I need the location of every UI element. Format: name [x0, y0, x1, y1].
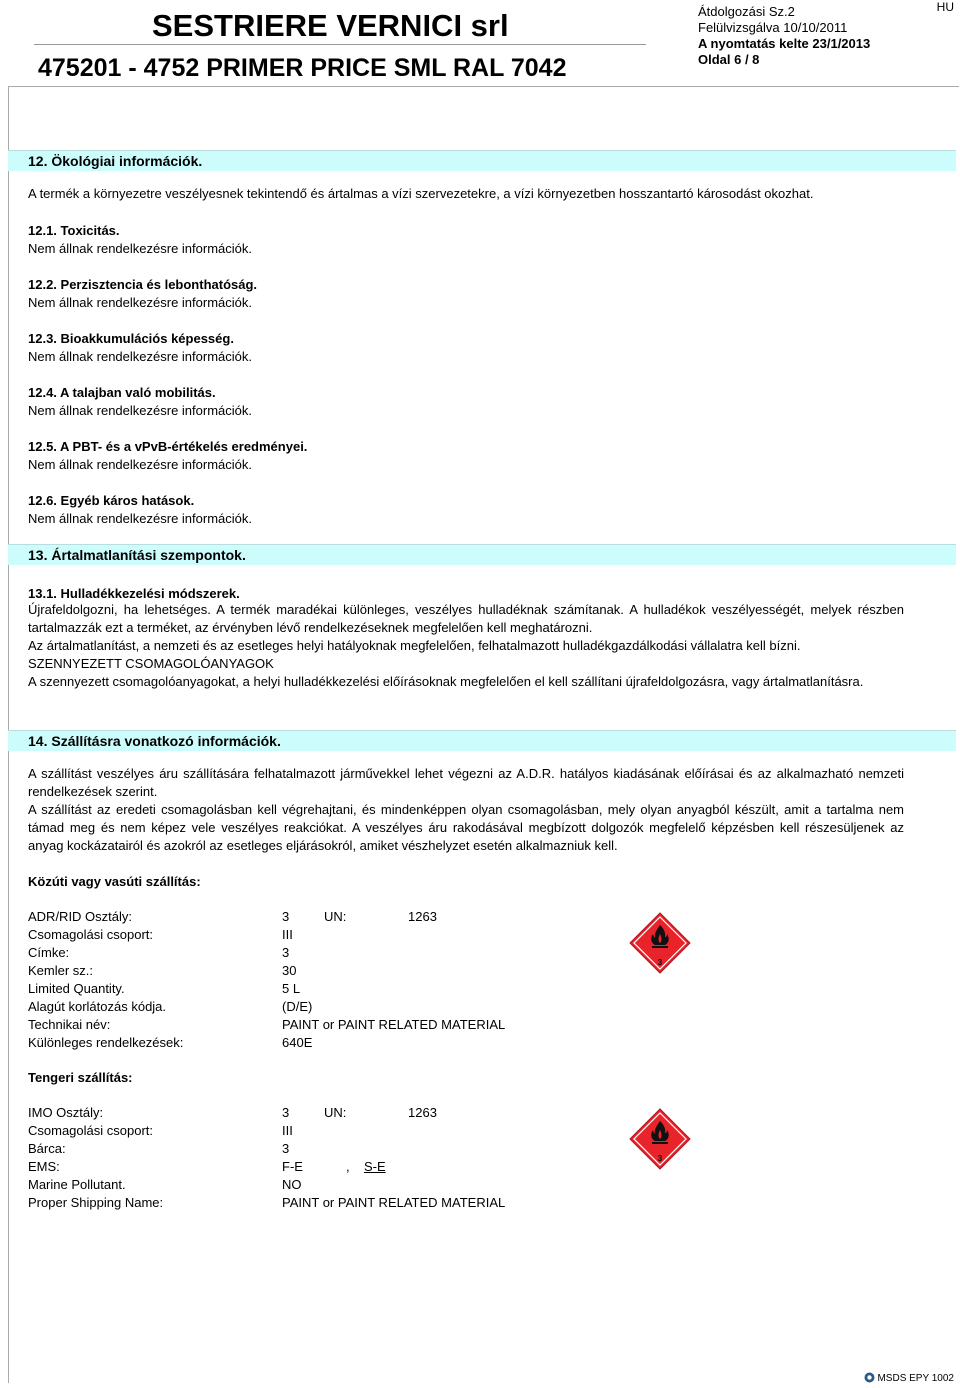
section-13-paragraph: SZENNYEZETT CSOMAGOLÓANYAGOK [28, 656, 274, 671]
review-date: Felülvizsgálva 10/10/2011 [698, 20, 848, 35]
sea-label: Marine Pollutant. [28, 1177, 126, 1192]
road-label: Csomagolási csoport: [28, 927, 153, 942]
subsection-text: Nem állnak rendelkezésre információk. [28, 511, 252, 526]
page-number: Oldal 6 / 8 [698, 52, 760, 67]
footer [864, 1372, 954, 1384]
revision-number: Átdolgozási Sz.2 [698, 4, 795, 19]
subsection-heading: 12.4. A talajban való mobilitás. [28, 385, 216, 400]
flammable-placard-icon [629, 912, 691, 974]
sea-label: IMO Osztály: [28, 1105, 104, 1120]
document-info [698, 4, 870, 68]
sea-value: 3 [282, 1105, 290, 1120]
flammable-placard-icon [629, 1108, 691, 1170]
section-14-paragraph: A szállítást veszélyes áru szállítására felhatalmazott járművekkel lehet végezni az A.D.R. hatályos kiadásának előírásai és az alkalmazható nemzeti rendelkezések szerint. [28, 766, 904, 799]
subsection-text: Nem állnak rendelkezésre információk. [28, 295, 252, 310]
subsection-text: Nem állnak rendelkezésre információk. [28, 403, 252, 418]
un-number: 1263 [408, 909, 437, 924]
company-name: SESTRIERE VERNICI srl [152, 8, 509, 43]
sea-value: 3 [282, 1141, 290, 1156]
sea-value: F-E [282, 1159, 303, 1174]
un-number: 1263 [408, 1105, 437, 1120]
subsection-heading: 12.6. Egyéb káros hatások. [28, 493, 195, 508]
subsection-heading: 13.1. Hulladékkezelési módszerek. [28, 586, 240, 601]
sea-value: III [282, 1123, 293, 1138]
sea-transport-heading: Tengeri szállítás: [28, 1070, 133, 1085]
section-13-paragraph: A szennyezett csomagolóanyagokat, a helyi hulladékkezelési előírásoknak megfelelően el kell szállítani újrafeldolgozásra, vagy ártalmatlanításra. [28, 674, 864, 689]
road-value: 3 [282, 909, 290, 924]
un-label: UN: [324, 909, 347, 924]
un-label: UN: [324, 1105, 347, 1120]
epy-logo-icon [864, 1372, 875, 1383]
header-rule [34, 44, 646, 45]
sea-label: Bárca: [28, 1141, 66, 1156]
road-label: Limited Quantity. [28, 981, 125, 996]
subsection-heading: 12.2. Perzisztencia és lebonthatóság. [28, 277, 258, 292]
section-12-intro: A termék a környezetre veszélyesnek tekintendő és ártalmas a vízi szervezetekre, a vízi környezetben hosszantartó károsodást okozhat. [28, 186, 814, 201]
placard-number: 3 [657, 958, 663, 967]
road-label: Címke: [28, 945, 70, 960]
road-value: PAINT or PAINT RELATED MATERIAL [282, 1017, 506, 1032]
sea-value: NO [282, 1177, 302, 1192]
language-code: HU [936, 0, 954, 14]
sea-label: Proper Shipping Name: [28, 1195, 164, 1210]
road-value: 640E [282, 1035, 313, 1050]
road-label: ADR/RID Osztály: [28, 909, 133, 924]
sea-label: EMS: [28, 1159, 60, 1174]
section-14-paragraph: A szállítást az eredeti csomagolásban kell végrehajtani, és mindenképpen olyan csomagolásban, mely olyan anyagból készült, amit a tartalma nem támad meg és nem képez vele veszélyes reakciókat. A veszélyes áru rakodásával megbízott dolgozók megfelelő képzésben kell részesüljenek az anyag kockázatairól és azokról az esetleges eljárásokról, amiket vészhelyzet esetén alkalmazniuk kell. [28, 802, 904, 853]
subsection-text: Nem állnak rendelkezésre információk. [28, 349, 252, 364]
road-value: 30 [282, 963, 297, 978]
road-label: Különleges rendelkezések: [28, 1035, 184, 1050]
road-label: Kemler sz.: [28, 963, 94, 978]
product-title: 475201 - 4752 PRIMER PRICE SML RAL 7042 [38, 54, 567, 82]
print-date: A nyomtatás kelte 23/1/2013 [698, 36, 871, 51]
section-13-heading: 13. Ártalmatlanítási szempontok. [8, 544, 956, 565]
placard-number: 3 [657, 1154, 663, 1163]
section-12-heading: 12. Ökológiai információk. [8, 150, 956, 171]
road-value: 3 [282, 945, 290, 960]
section-13-paragraph: Az ártalmatlanítást, a nemzeti és az esetleges helyi hatályoknak megfelelően, felhatalmazott hulladékgazdálkodási vállalatra kell bízni. [28, 638, 801, 653]
road-value: III [282, 927, 293, 942]
footer-code: MSDS EPY 1002 [877, 1373, 954, 1384]
ems-second-value: S-E [364, 1159, 386, 1174]
sea-label: Csomagolási csoport: [28, 1123, 153, 1138]
road-transport-heading: Közúti vagy vasúti szállítás: [28, 874, 201, 889]
road-label: Alagút korlátozás kódja. [28, 999, 167, 1014]
section-13-paragraph: Újrafeldolgozni, ha lehetséges. A termék maradékai különleges, veszélyes hulladéknak számítanak. A hulladékok veszélyességét, melyek részben tartalmazzák ezt a terméket, az érvényben lévő rendelkezéseknek megfelelően kell meghatározni. [28, 602, 904, 635]
subsection-heading: 12.3. Bioakkumulációs képesség. [28, 331, 234, 346]
subsection-heading: 12.1. Toxicitás. [28, 223, 120, 238]
road-value: (D/E) [282, 999, 313, 1014]
sea-value: PAINT or PAINT RELATED MATERIAL [282, 1195, 506, 1210]
subsection-text: Nem állnak rendelkezésre információk. [28, 241, 252, 256]
section-14-heading: 14. Szállításra vonatkozó információk. [8, 730, 956, 751]
ems-separator: , [346, 1159, 350, 1174]
road-value: 5 L [282, 981, 301, 996]
subsection-heading: 12.5. A PBT- és a vPvB-értékelés eredményei. [28, 439, 308, 454]
subsection-text: Nem állnak rendelkezésre információk. [28, 457, 252, 472]
road-label: Technikai név: [28, 1017, 111, 1032]
